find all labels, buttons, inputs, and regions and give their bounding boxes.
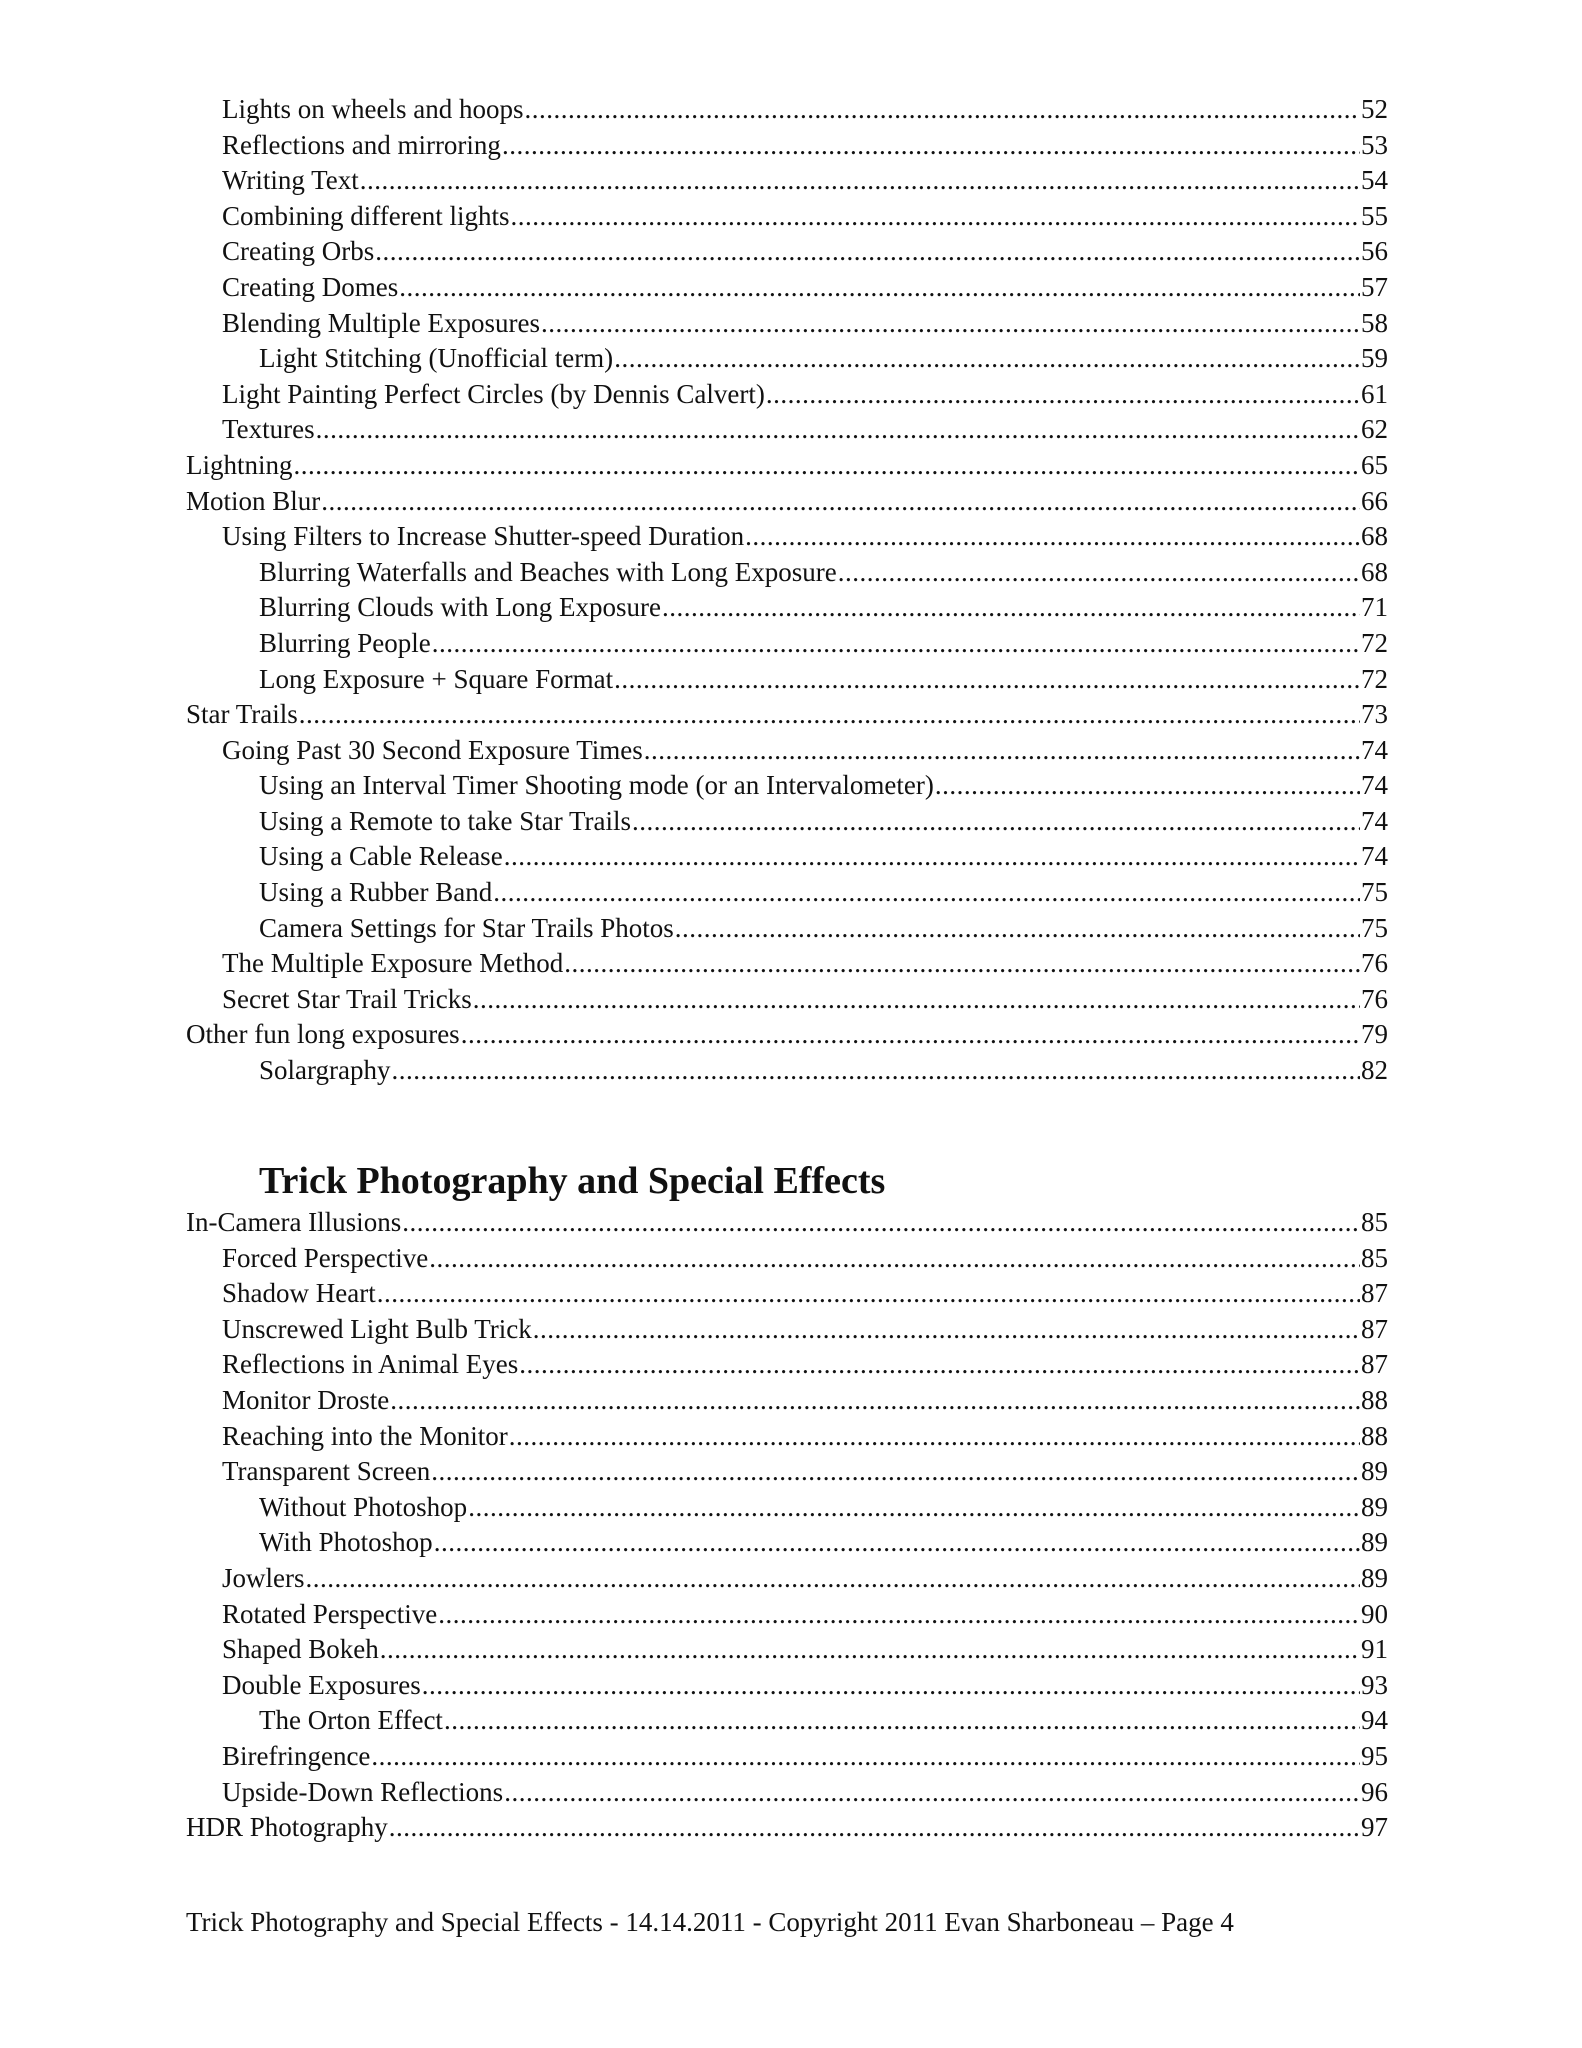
toc-entry-title: Blurring People <box>259 627 431 658</box>
toc-entry-title: Reflections in Animal Eyes <box>222 1349 519 1380</box>
toc-entry-page-number: 68 <box>1361 521 1388 552</box>
toc-dot-leader <box>632 804 1360 840</box>
toc-entry-title: Using a Rubber Band <box>259 877 493 908</box>
toc-entry-page-number: 65 <box>1361 449 1388 480</box>
toc-dot-leader <box>432 626 1360 662</box>
toc-dot-leader <box>935 768 1360 804</box>
toc-entry[interactable] <box>186 1017 1388 1053</box>
toc-entry-title: Blurring Waterfalls and Beaches with Long Exposure <box>259 556 837 587</box>
toc-entry-title: Jowlers <box>222 1562 305 1593</box>
toc-entry-page-number: 85 <box>1361 1242 1388 1273</box>
toc-entry-page-number: 96 <box>1361 1776 1388 1807</box>
toc-dot-leader <box>422 1668 1360 1704</box>
toc-entry-page-number: 87 <box>1361 1278 1388 1309</box>
toc-entry-title: Textures <box>222 414 315 445</box>
toc-entry[interactable] <box>186 875 1388 911</box>
toc-entry[interactable] <box>186 839 1388 875</box>
toc-dot-leader <box>504 1775 1360 1811</box>
toc-dot-leader <box>745 519 1360 555</box>
toc-entry[interactable] <box>186 341 1388 377</box>
toc-dot-leader <box>468 1490 1360 1526</box>
toc-entry-page-number: 72 <box>1361 627 1388 658</box>
toc-entry-page-number: 87 <box>1361 1349 1388 1380</box>
toc-entry-page-number: 54 <box>1361 165 1388 196</box>
toc-entry-title: With Photoshop <box>259 1527 433 1558</box>
section-heading: Trick Photography and Special Effects <box>259 1160 886 1202</box>
toc-entry-title: The Orton Effect <box>259 1705 443 1736</box>
toc-entry-page-number: 59 <box>1361 343 1388 374</box>
toc-entry-page-number: 88 <box>1361 1420 1388 1451</box>
toc-entry-page-number: 68 <box>1361 556 1388 587</box>
toc-entry-title: Monitor Droste <box>222 1384 390 1415</box>
toc-entry-page-number: 52 <box>1361 94 1388 124</box>
toc-entry[interactable] <box>186 768 1388 804</box>
toc-entry[interactable] <box>186 733 1388 769</box>
toc-entry[interactable] <box>186 804 1388 840</box>
toc-dot-leader <box>371 1739 1360 1775</box>
toc-entry-title: Long Exposure + Square Format <box>259 663 614 694</box>
toc-dot-leader <box>389 1810 1360 1846</box>
toc-entry-title: Combining different lights <box>222 200 510 231</box>
toc-entry[interactable] <box>186 626 1388 662</box>
toc-entry[interactable] <box>186 1347 1388 1383</box>
toc-entry-page-number: 74 <box>1361 805 1388 836</box>
toc-entry-page-number: 88 <box>1361 1384 1388 1415</box>
toc-entry-page-number: 73 <box>1361 699 1388 730</box>
toc-dot-leader <box>519 1347 1360 1383</box>
toc-entry-page-number: 74 <box>1361 734 1388 765</box>
toc-entry[interactable] <box>186 1276 1388 1312</box>
toc-entry-page-number: 97 <box>1361 1812 1388 1843</box>
toc-entry-page-number: 91 <box>1361 1634 1388 1665</box>
toc-entry-page-number: 94 <box>1361 1705 1388 1736</box>
toc-dot-leader <box>380 1632 1360 1668</box>
toc-dot-leader <box>675 911 1360 947</box>
toc-entry[interactable] <box>186 163 1388 199</box>
toc-dot-leader <box>377 1276 1360 1312</box>
toc-entry[interactable] <box>186 234 1388 270</box>
toc-entry-page-number: 72 <box>1361 663 1388 694</box>
toc-entry-title: In-Camera Illusions <box>186 1207 402 1237</box>
toc-entry-title: Star Trails <box>186 699 298 730</box>
toc-dot-leader <box>294 448 1361 484</box>
toc-entry-page-number: 76 <box>1361 983 1388 1014</box>
toc-entry-title: Double Exposures <box>222 1669 421 1700</box>
toc-list-lower <box>186 1205 1388 1846</box>
toc-entry-page-number: 79 <box>1361 1019 1388 1050</box>
toc-entry[interactable] <box>186 982 1388 1018</box>
toc-entry-title: Forced Perspective <box>222 1242 429 1273</box>
toc-entry-page-number: 75 <box>1361 912 1388 943</box>
toc-entry-title: Camera Settings for Star Trails Photos <box>259 912 674 943</box>
toc-dot-leader <box>299 697 1360 733</box>
toc-entry-page-number: 89 <box>1361 1456 1388 1487</box>
toc-dot-leader <box>391 1053 1360 1089</box>
toc-entry-title: Birefringence <box>222 1740 371 1771</box>
toc-entry-title: Using a Remote to take Star Trails <box>259 805 631 836</box>
toc-dot-leader <box>502 128 1360 164</box>
toc-entry[interactable] <box>186 555 1388 591</box>
toc-dot-leader <box>662 590 1360 626</box>
toc-entry[interactable] <box>186 199 1388 235</box>
toc-entry-page-number: 76 <box>1361 948 1388 979</box>
toc-dot-leader <box>375 234 1360 270</box>
toc-entry[interactable] <box>186 697 1388 733</box>
toc-dot-leader <box>461 1017 1360 1053</box>
toc-entry[interactable] <box>186 270 1388 306</box>
toc-entry-page-number: 55 <box>1361 200 1388 231</box>
toc-dot-leader <box>316 412 1360 448</box>
toc-dot-leader <box>533 1312 1360 1348</box>
toc-entry-page-number: 61 <box>1361 378 1388 409</box>
toc-entry[interactable] <box>186 1668 1388 1704</box>
toc-entry-page-number: 89 <box>1361 1491 1388 1522</box>
toc-entry[interactable] <box>186 1739 1388 1775</box>
toc-dot-leader <box>524 92 1360 128</box>
page-footer: Trick Photography and Special Effects - 14.14.2011 - Copyright 2011 Evan Sharboneau – Page 4 <box>186 1907 1234 1937</box>
toc-entry-title: Solargraphy <box>259 1055 391 1086</box>
toc-dot-leader <box>509 1419 1360 1455</box>
toc-entry-page-number: 95 <box>1361 1740 1388 1771</box>
toc-entry-title: Lightning <box>186 449 293 480</box>
toc-entry-title: Rotated Perspective <box>222 1598 438 1629</box>
toc-entry[interactable] <box>186 1312 1388 1348</box>
toc-dot-leader <box>614 341 1360 377</box>
toc-entry[interactable] <box>186 946 1388 982</box>
toc-entry-page-number: 90 <box>1361 1598 1388 1629</box>
toc-entry-page-number: 89 <box>1361 1527 1388 1558</box>
toc-entry-title: Other fun long exposures <box>186 1019 460 1050</box>
toc-dot-leader <box>434 1525 1360 1561</box>
toc-entry-title: HDR Photography <box>186 1812 388 1843</box>
toc-entry[interactable] <box>186 1383 1388 1419</box>
toc-entry[interactable] <box>186 92 1388 128</box>
toc-entry-title: Secret Star Trail Tricks <box>222 983 472 1014</box>
toc-dot-leader <box>431 1454 1360 1490</box>
toc-entry[interactable] <box>186 1490 1388 1526</box>
toc-dot-leader <box>438 1597 1360 1633</box>
toc-entry-title: Blurring Clouds with Long Exposure <box>259 592 661 623</box>
toc-dot-leader <box>766 377 1360 413</box>
toc-entry[interactable] <box>186 1703 1388 1739</box>
toc-entry-page-number: 87 <box>1361 1313 1388 1344</box>
toc-entry-page-number: 71 <box>1361 592 1388 623</box>
toc-entry-title: Reflections and mirroring <box>222 129 501 160</box>
toc-entry-title: Using a Cable Release <box>259 841 503 872</box>
toc-entry-title: Light Stitching (Unofficial term) <box>259 343 614 374</box>
toc-dot-leader <box>644 733 1360 769</box>
toc-entry[interactable] <box>186 1053 1388 1089</box>
toc-entry-title: Light Painting Perfect Circles (by Dennis Calvert) <box>222 378 765 409</box>
toc-entry[interactable] <box>186 519 1388 555</box>
toc-entry-title: Lights on wheels and hoops <box>222 94 524 124</box>
toc-dot-leader <box>402 1205 1360 1241</box>
toc-entry[interactable] <box>186 911 1388 947</box>
toc-entry-title: Reaching into the Monitor <box>222 1420 508 1451</box>
toc-dot-leader <box>360 163 1360 199</box>
toc-entry-title: Creating Orbs <box>222 236 375 267</box>
toc-entry-title: Writing Text <box>222 165 359 196</box>
toc-entry[interactable] <box>186 1205 1388 1241</box>
toc-entry-page-number: 89 <box>1361 1562 1388 1593</box>
toc-entry-page-number: 53 <box>1361 129 1388 160</box>
toc-entry-title: Using Filters to Increase Shutter-speed Duration <box>222 521 745 552</box>
toc-entry[interactable] <box>186 484 1388 520</box>
toc-entry-page-number: 74 <box>1361 841 1388 872</box>
toc-entry-page-number: 82 <box>1361 1055 1388 1086</box>
toc-entry-title: Transparent Screen <box>222 1456 431 1487</box>
toc-entry[interactable] <box>186 662 1388 698</box>
toc-entry[interactable] <box>186 306 1388 342</box>
toc-dot-leader <box>541 306 1360 342</box>
toc-entry-page-number: 93 <box>1361 1669 1388 1700</box>
toc-entry[interactable] <box>186 1632 1388 1668</box>
toc-entry-title: Upside-Down Reflections <box>222 1776 504 1807</box>
toc-entry[interactable] <box>186 1597 1388 1633</box>
toc-entry-title: Shadow Heart <box>222 1278 376 1309</box>
toc-dot-leader <box>306 1561 1361 1597</box>
toc-dot-leader <box>564 946 1360 982</box>
toc-entry-page-number: 85 <box>1361 1207 1388 1237</box>
toc-entry-title: Going Past 30 Second Exposure Times <box>222 734 643 765</box>
toc-dot-leader <box>429 1241 1360 1277</box>
toc-entry[interactable] <box>186 1454 1388 1490</box>
toc-entry-title: Unscrewed Light Bulb Trick <box>222 1313 532 1344</box>
toc-dot-leader <box>399 270 1360 306</box>
toc-entry-page-number: 58 <box>1361 307 1388 338</box>
toc-entry[interactable] <box>186 1561 1388 1597</box>
toc-entry[interactable] <box>186 1241 1388 1277</box>
toc-entry-page-number: 66 <box>1361 485 1388 516</box>
toc-entry-page-number: 75 <box>1361 877 1388 908</box>
toc-entry-page-number: 57 <box>1361 271 1388 302</box>
toc-entry-title: The Multiple Exposure Method <box>222 948 564 979</box>
toc-dot-leader <box>510 199 1360 235</box>
toc-entry[interactable] <box>186 590 1388 626</box>
toc-dot-leader <box>390 1383 1360 1419</box>
toc-entry-title: Motion Blur <box>186 485 321 516</box>
toc-dot-leader <box>444 1703 1360 1739</box>
toc-entry-title: Creating Domes <box>222 271 399 302</box>
toc-entry-title: Using an Interval Timer Shooting mode (or an Intervalometer) <box>259 770 934 801</box>
toc-entry-page-number: 56 <box>1361 236 1388 267</box>
toc-dot-leader <box>473 982 1360 1018</box>
toc-entry-page-number: 62 <box>1361 414 1388 445</box>
toc-dot-leader <box>504 839 1360 875</box>
toc-entry[interactable] <box>186 412 1388 448</box>
toc-entry-title: Without Photoshop <box>259 1491 468 1522</box>
toc-entry[interactable] <box>186 377 1388 413</box>
toc-entry-page-number: 74 <box>1361 770 1388 801</box>
toc-entry-title: Shaped Bokeh <box>222 1634 379 1665</box>
toc-entry[interactable] <box>186 128 1388 164</box>
toc-list-upper <box>186 92 1388 1089</box>
toc-entry[interactable] <box>186 448 1388 484</box>
toc-dot-leader <box>838 555 1360 591</box>
toc-entry-title: Blending Multiple Exposures <box>222 307 540 338</box>
toc-entry[interactable] <box>186 1419 1388 1455</box>
toc-entry[interactable] <box>186 1775 1388 1811</box>
toc-entry[interactable] <box>186 1810 1388 1846</box>
toc-dot-leader <box>321 484 1360 520</box>
toc-dot-leader <box>493 875 1360 911</box>
toc-dot-leader <box>614 662 1360 698</box>
toc-entry[interactable] <box>186 1525 1388 1561</box>
